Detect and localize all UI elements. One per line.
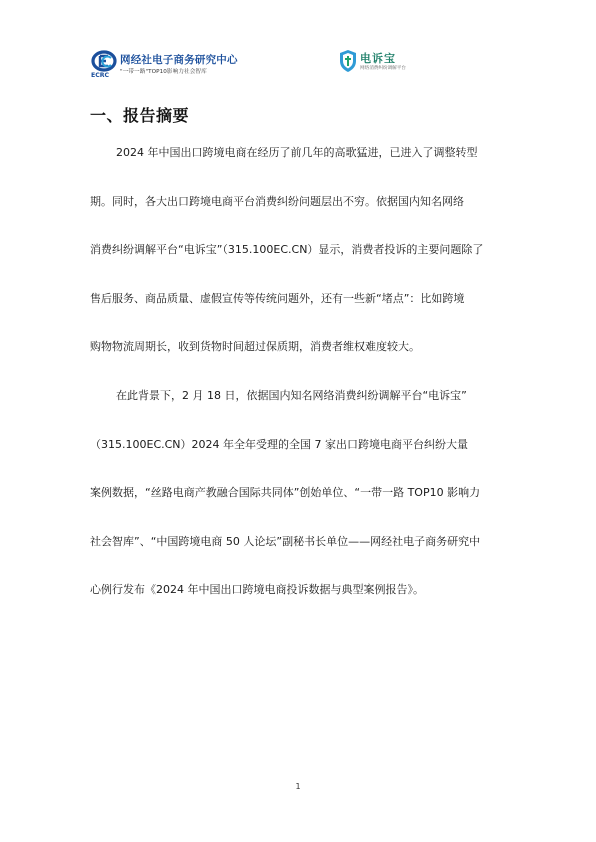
dsb-name: 电诉宝 [360,52,396,65]
section-heading: 一、报告摘要 [90,106,190,125]
paragraph-line: 心例行发布《2024 年中国出口跨境电商投诉数据与典型案例报告》。 [90,583,424,596]
ecrc-logo [91,50,261,80]
page-header [0,0,596,90]
paragraph-line: 购物物流周期长，收到货物时间超过保质期，消费者维权难度较大。 [90,340,420,353]
paragraph-line: 消费纠纷调解平台“电诉宝”（315.100EC.CN）显示，消费者投诉的主要问题除了 [90,243,484,256]
paragraph-line: 在此背景下，2 月 18 日，依据国内知名网络消费纠纷调解平台“电诉宝” [116,389,467,402]
paragraph-line: 社会智库”、“中国跨境电商 50 人论坛”副秘书长单位——网经社电子商务研究中 [90,534,481,548]
paragraph-line: 2024 年中国出口跨境电商在经历了前几年的高歌猛进，已进入了调整转型 [116,146,478,159]
paragraph-line: 案例数据，“丝路电商产教融合国际共同体”创始单位、“一带一路 TOP10 影响力 [90,486,481,499]
ecrc-name: 网经社电子商务研究中心 [120,54,238,66]
dsb-tagline: 网络消费纠纷调解平台 [360,66,406,71]
paragraph-line: 售后服务、商品质量、虚假宣传等传统问题外，还有一些新“堵点”：比如跨境 [90,291,465,305]
page-number: 1 [295,782,301,791]
shield-icon [338,49,358,73]
ecrc-tagline: "一带一路"TOP10影响力社会智库 [120,69,207,75]
paragraph-line: 期。同时，各大出口跨境电商平台消费纠纷问题层出不穷。依据国内知名网络 [90,194,464,208]
ecrc-abbr: ECRC [91,72,110,79]
dsb-logo [338,49,448,79]
summary-paragraph-1 [90,129,510,372]
summary-paragraph-2 [90,372,510,615]
paragraph-line: （315.100EC.CN）2024 年全年受理的全国 7 家出口跨境电商平台纠纷大量 [90,437,469,451]
